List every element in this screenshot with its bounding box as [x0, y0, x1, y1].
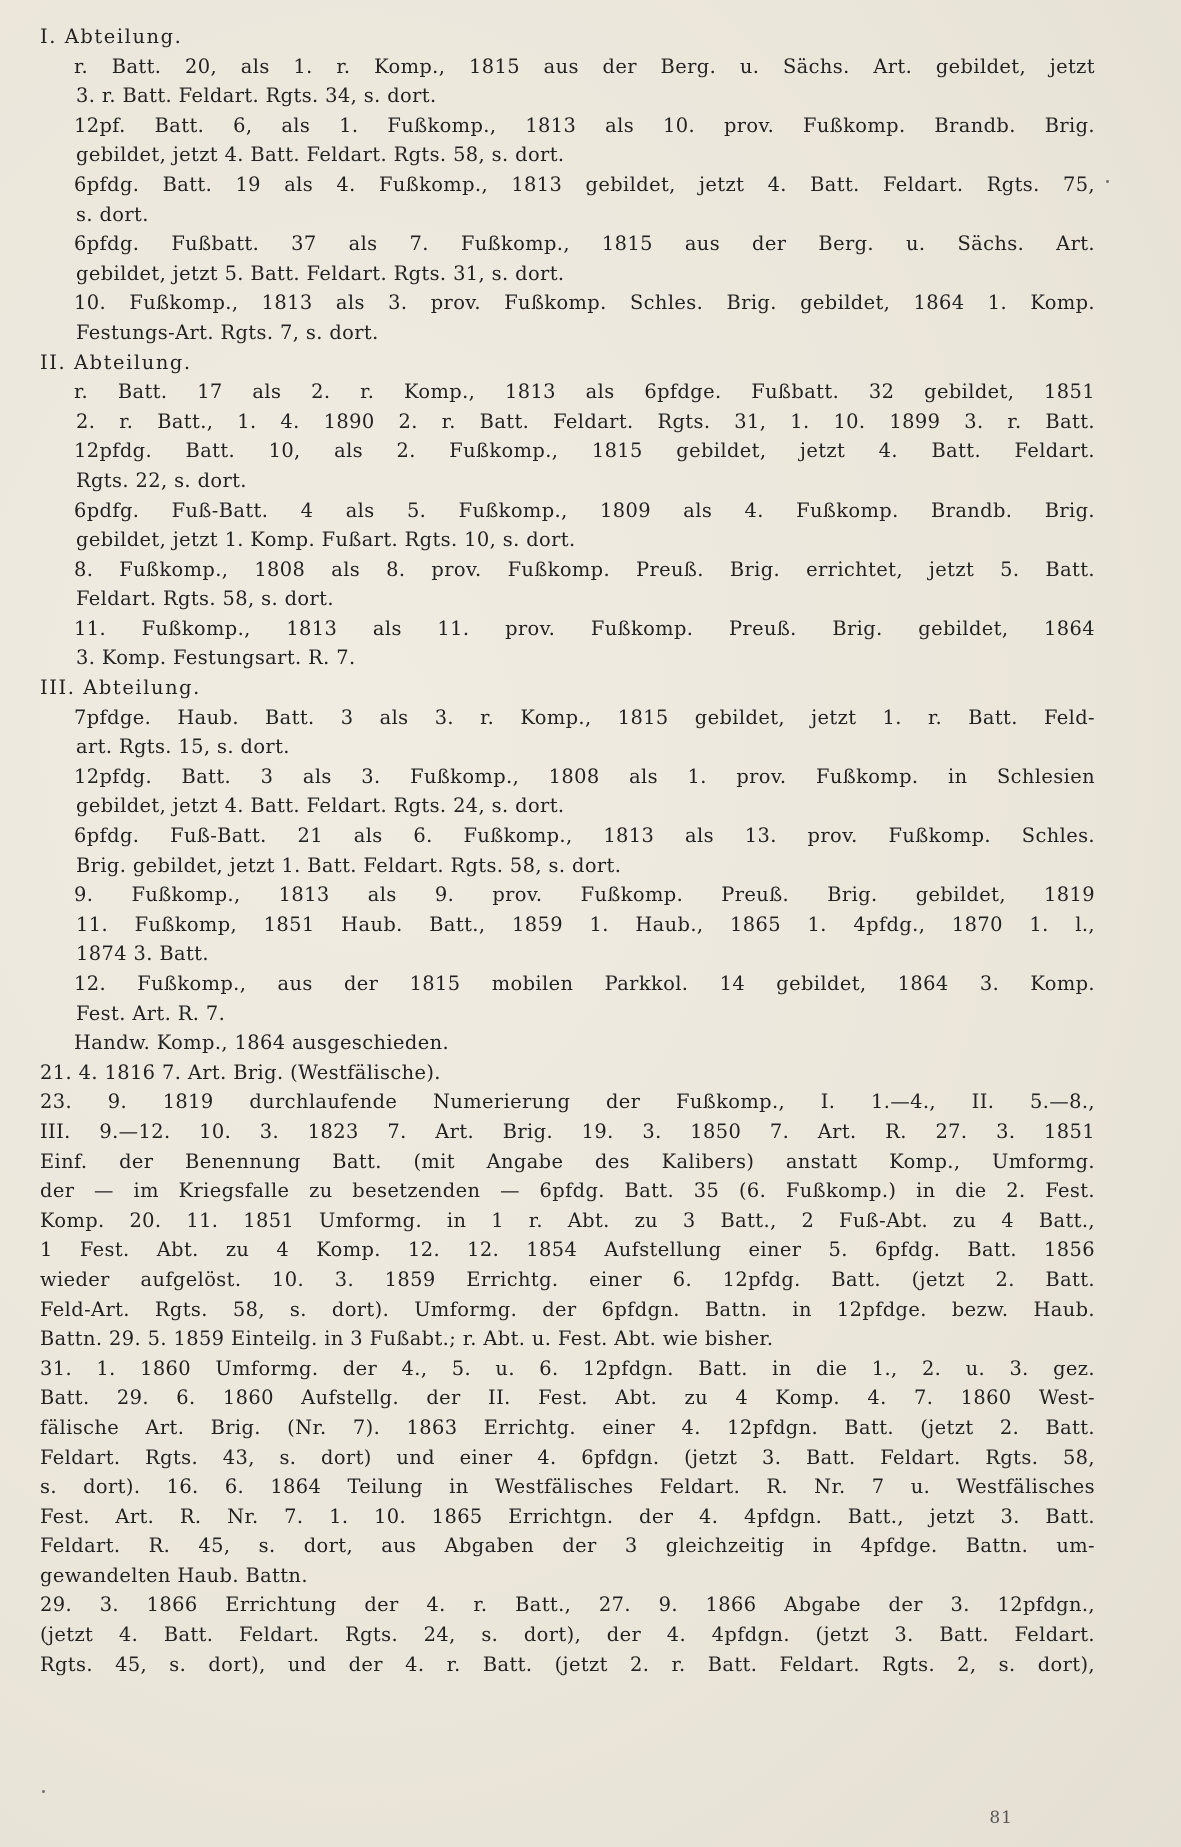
text-line: 11. Fußkomp., 1813 als 11. prov. Fußkomp. Preuß. Brig. gebildet, 1864 [74, 616, 1095, 640]
text-line: gebildet, jetzt 4. Batt. Feldart. Rgts. 58, s. dort. [76, 143, 565, 167]
text-line: 29. 3. 1866 Errichtung der 4. r. Batt., 27. 9. 1866 Abgabe der 3. 12pfdgn., [40, 1593, 1095, 1617]
text-line: 6pfdg. Fuß-Batt. 21 als 6. Fußkomp., 1813 als 13. prov. Fußkomp. Schles. [74, 824, 1095, 848]
text-line: 11. Fußkomp, 1851 Haub. Batt., 1859 1. Haub., 1865 1. 4pfdg., 1870 1. l., [76, 912, 1095, 936]
text-line: gebildet, jetzt 1. Komp. Fußart. Rgts. 10, s. dort. [76, 528, 576, 552]
text-line: gebildet, jetzt 4. Batt. Feldart. Rgts. 24, s. dort. [76, 794, 565, 818]
text-line: wieder aufgelöst. 10. 3. 1859 Errichtg. einer 6. 12pfdg. Batt. (jetzt 2. Batt. [40, 1267, 1095, 1291]
text-line: 6pfdg. Fußbatt. 37 als 7. Fußkomp., 1815 aus der Berg. u. Sächs. Art. [74, 232, 1095, 256]
text-line: 12. Fußkomp., aus der 1815 mobilen Parkkol. 14 gebildet, 1864 3. Komp. [74, 972, 1095, 995]
text-line: fälische Art. Brig. (Nr. 7). 1863 Errichtg. einer 4. 12pfdgn. Batt. (jetzt 2. Batt. [40, 1415, 1095, 1439]
text-line: Rgts. 22, s. dort. [76, 468, 247, 492]
text-line: Battn. 29. 5. 1859 Einteilg. in 3 Fußabt.; r. Abt. u. Fest. Abt. wie bisher. [40, 1327, 774, 1351]
text-line: 6pdfg. Fuß-Batt. 4 als 5. Fußkomp., 1809 als 4. Fußkomp. Brandb. Brig. [74, 498, 1095, 522]
text-line: 1874 3. Batt. [76, 942, 209, 966]
text-line: Batt. 29. 6. 1860 Aufstellg. der II. Fest. Abt. zu 4 Komp. 4. 7. 1860 West- [40, 1386, 1095, 1410]
text-line: Festungs-Art. Rgts. 7, s. dort. [76, 320, 379, 344]
text-line: 12pf. Batt. 6, als 1. Fußkomp., 1813 als 10. prov. Fußkomp. Brandb. Brig. [74, 113, 1095, 137]
text-line: 8. Fußkomp., 1808 als 8. prov. Fußkomp. Preuß. Brig. errichtet, jetzt 5. Batt. [74, 557, 1095, 581]
page-number: 81 [989, 1808, 1013, 1828]
text-line: gebildet, jetzt 5. Batt. Feldart. Rgts. 31, s. dort. [76, 261, 565, 285]
text-line: 2. r. Batt., 1. 4. 1890 2. r. Batt. Feldart. Rgts. 31, 1. 10. 1899 3. r. Batt. [76, 409, 1095, 433]
text-line: 7pfdge. Haub. Batt. 3 als 3. r. Komp., 1815 gebildet, jetzt 1. r. Batt. Feld- [74, 705, 1095, 729]
text-line: 12pfdg. Batt. 10, als 2. Fußkomp., 1815 gebildet, jetzt 4. Batt. Feldart. [74, 439, 1095, 463]
paper-speck [1106, 180, 1109, 183]
text-line: der — im Kriegsfalle zu besetzenden — 6pfdg. Batt. 35 (6. Fußkomp.) in die 2. Fest. [40, 1179, 1095, 1203]
text-line: 6pfdg. Batt. 19 als 4. Fußkomp., 1813 gebildet, jetzt 4. Batt. Feldart. Rgts. 75, [74, 172, 1095, 196]
section-heading: III. Abteilung. [40, 676, 201, 700]
text-line: 23. 9. 1819 durchlaufende Numerierung der Fußkomp., I. 1.—4., II. 5.—8., [40, 1090, 1095, 1114]
text-line: 9. Fußkomp., 1813 als 9. prov. Fußkomp. Preuß. Brig. gebildet, 1819 [74, 883, 1095, 907]
text-line: (jetzt 4. Batt. Feldart. Rgts. 24, s. dort), der 4. 4pfdgn. (jetzt 3. Batt. Feldart. [40, 1623, 1095, 1647]
text-line: gewandelten Haub. Battn. [40, 1563, 308, 1587]
text-line: 10. Fußkomp., 1813 als 3. prov. Fußkomp. Schles. Brig. gebildet, 1864 1. Komp. [74, 291, 1095, 315]
text-line: Feld-Art. Rgts. 58, s. dort). Umformg. der 6pfdgn. Battn. in 12pfdge. bezw. Haub. [40, 1297, 1095, 1321]
text-line: Feldart. Rgts. 58, s. dort. [76, 587, 334, 611]
text-line: 31. 1. 1860 Umformg. der 4., 5. u. 6. 12pfdgn. Batt. in die 1., 2. u. 3. gez. [40, 1356, 1095, 1380]
text-line: 3. Komp. Festungsart. R. 7. [76, 646, 356, 670]
text-line: 12pfdg. Batt. 3 als 3. Fußkomp., 1808 als 1. prov. Fußkomp. in Schlesien [74, 764, 1095, 788]
text-line: 21. 4. 1816 7. Art. Brig. (Westfälische). [40, 1060, 441, 1084]
text-line: Feldart. R. 45, s. dort, aus Abgaben der 3 gleichzeitig in 4pfdge. Battn. um- [40, 1534, 1095, 1558]
section-heading: II. Abteilung. [40, 350, 192, 374]
text-line: Fest. Art. R. Nr. 7. 1. 10. 1865 Errichtgn. der 4. 4pfdgn. Batt., jetzt 3. Batt. [40, 1504, 1095, 1528]
paper-speck [42, 1790, 45, 1793]
text-line: Fest. Art. R. 7. [76, 1001, 226, 1025]
text-line: Feldart. Rgts. 43, s. dort) und einer 4. 6pfdgn. (jetzt 3. Batt. Feldart. Rgts. 58, [40, 1445, 1095, 1469]
text-line: Komp. 20. 11. 1851 Umformg. in 1 r. Abt. zu 3 Batt., 2 Fuß-Abt. zu 4 Batt., [40, 1208, 1095, 1232]
text-line: Rgts. 45, s. dort), und der 4. r. Batt. (jetzt 2. r. Batt. Feldart. Rgts. 2, s. dort), [40, 1652, 1095, 1676]
text-line: r. Batt. 20, als 1. r. Komp., 1815 aus der Berg. u. Sächs. Art. gebildet, jetzt [74, 54, 1095, 78]
text-line: s. dort). 16. 6. 1864 Teilung in Westfälisches Feldart. R. Nr. 7 u. Westfälisches [40, 1475, 1095, 1499]
section-heading: I. Abteilung. [40, 25, 183, 48]
text-line: Brig. gebildet, jetzt 1. Batt. Feldart. Rgts. 58, s. dort. [76, 853, 622, 877]
text-line: Einf. der Benennung Batt. (mit Angabe des Kalibers) anstatt Komp., Umformg. [40, 1149, 1095, 1173]
text-line: III. 9.—12. 10. 3. 1823 7. Art. Brig. 19. 3. 1850 7. Art. R. 27. 3. 1851 [40, 1119, 1095, 1143]
text-line: s. dort. [76, 202, 149, 226]
text-line: r. Batt. 17 als 2. r. Komp., 1813 als 6pfdge. Fußbatt. 32 gebildet, 1851 [74, 380, 1095, 404]
text-line: 1 Fest. Abt. zu 4 Komp. 12. 12. 1854 Aufstellung einer 5. 6pfdg. Batt. 1856 [40, 1238, 1095, 1262]
text-line: Handw. Komp., 1864 ausgeschieden. [74, 1031, 450, 1055]
text-line: art. Rgts. 15, s. dort. [76, 735, 290, 759]
text-line: 3. r. Batt. Feldart. Rgts. 34, s. dort. [76, 84, 437, 108]
